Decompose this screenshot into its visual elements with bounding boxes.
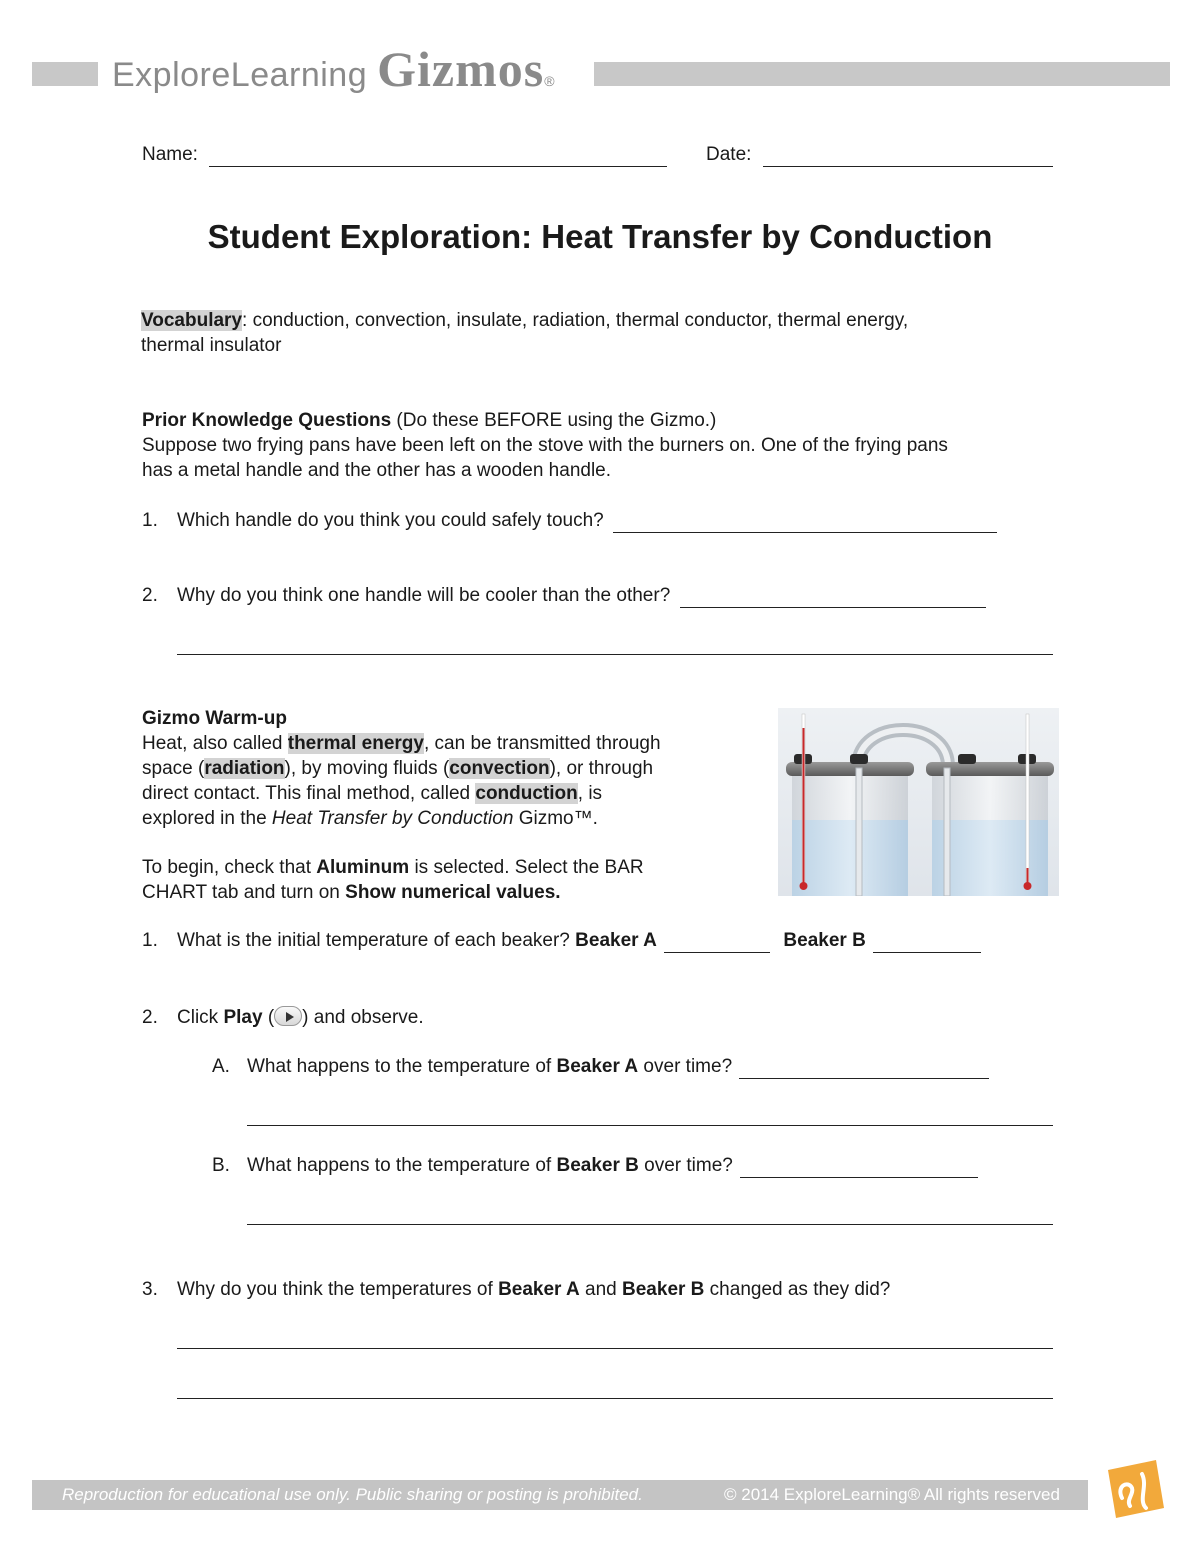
q2a-beaker-label: Beaker A bbox=[556, 1056, 639, 1077]
vocabulary-terms-1: : conduction, convection, insulate, radiation, thermal conductor, thermal energy, bbox=[242, 310, 909, 331]
gizmo-name: Heat Transfer by Conduction bbox=[271, 808, 514, 829]
brand-explorelearning: ExploreLearning bbox=[112, 56, 368, 94]
thermometer-a-bulb bbox=[800, 882, 808, 890]
beaker-b-stopper-1 bbox=[958, 754, 976, 764]
warmup-q2b bbox=[247, 1154, 978, 1178]
term-aluminum: Aluminum bbox=[316, 857, 410, 878]
prior-intro-1: Suppose two frying pans have been left on the stove with the burners on. One of the frying pans bbox=[142, 435, 948, 456]
warmup-text: CHART tab and turn on bbox=[142, 882, 346, 903]
name-blank[interactable] bbox=[209, 147, 667, 167]
warmup-q3 bbox=[177, 1278, 890, 1302]
warmup-text: space ( bbox=[142, 758, 205, 779]
prior-q1-text: Which handle do you think you could safely touch? bbox=[177, 510, 604, 531]
warmup-q3-text: and bbox=[579, 1279, 623, 1300]
prior-q2-text: Why do you think one handle will be cooler than the other? bbox=[177, 585, 671, 606]
beaker-b-rod bbox=[944, 768, 950, 896]
explorelearning-logo-icon bbox=[1098, 1456, 1168, 1522]
prior-q1 bbox=[177, 509, 997, 533]
q2b-beaker-label: Beaker B bbox=[556, 1155, 639, 1176]
warmup-q2b-text: over time? bbox=[638, 1155, 733, 1176]
prior-q1-number: 1. bbox=[142, 510, 158, 531]
prior-intro-2: has a metal handle and the other has a wooden handle. bbox=[142, 460, 612, 481]
warmup-q2-text: Click bbox=[177, 1007, 224, 1028]
q3-beaker-b-label: Beaker B bbox=[622, 1279, 705, 1300]
warmup-text: Heat, also called bbox=[142, 733, 288, 754]
warmup-text: To begin, check that bbox=[142, 857, 317, 878]
warmup-text: , can be transmitted through bbox=[423, 733, 661, 754]
warmup-q2 bbox=[177, 1006, 424, 1030]
beaker-b-label: Beaker B bbox=[783, 930, 866, 951]
date-row bbox=[706, 143, 1053, 167]
warmup-text: ), by moving fluids ( bbox=[284, 758, 450, 779]
warmup-q1-number: 1. bbox=[142, 930, 158, 951]
beaker-a-label: Beaker A bbox=[575, 930, 657, 951]
play-icon bbox=[274, 1006, 302, 1026]
term-radiation: radiation bbox=[204, 758, 285, 779]
q3-answer-line-1[interactable] bbox=[177, 1348, 1053, 1349]
beakers-illustration bbox=[778, 708, 1059, 896]
vocabulary-terms-2: thermal insulator bbox=[141, 335, 282, 356]
brand-logo bbox=[112, 40, 555, 100]
footer-copyright: © 2014 ExploreLearning® All rights reserved bbox=[724, 1485, 1060, 1504]
warmup-q3-text: Why do you think the temperatures of bbox=[177, 1279, 499, 1300]
vocabulary-label: Vocabulary bbox=[141, 310, 243, 331]
warmup-text: , is bbox=[577, 783, 603, 804]
date-blank[interactable] bbox=[763, 147, 1053, 167]
warmup-q2a-text: over time? bbox=[638, 1056, 733, 1077]
thermometer-a-mercury bbox=[803, 728, 805, 886]
prior-q2-answer[interactable] bbox=[680, 588, 986, 608]
thermometer-b-bulb bbox=[1024, 882, 1032, 890]
name-label: Name: bbox=[142, 144, 198, 165]
warmup-heading: Gizmo Warm-up bbox=[142, 708, 287, 729]
beaker-a-stopper-2 bbox=[850, 754, 868, 764]
beaker-a-temp-answer[interactable] bbox=[664, 933, 770, 953]
warmup-block bbox=[142, 706, 762, 905]
warmup-text: Gizmo™. bbox=[513, 808, 598, 829]
warmup-q1 bbox=[177, 929, 981, 953]
term-conduction: conduction bbox=[475, 783, 578, 804]
prior-knowledge-block bbox=[142, 408, 1072, 483]
q3-answer-line-2[interactable] bbox=[177, 1398, 1053, 1399]
warmup-q2a-text: What happens to the temperature of bbox=[247, 1056, 557, 1077]
beaker-a-rod bbox=[856, 768, 862, 896]
logo-tile bbox=[1108, 1460, 1164, 1518]
prior-heading: Prior Knowledge Questions bbox=[142, 410, 392, 431]
vocabulary-block bbox=[141, 308, 1071, 358]
warmup-q2-text: ( bbox=[262, 1007, 275, 1028]
play-label: Play bbox=[223, 1007, 263, 1028]
brand-registered-mark: ® bbox=[544, 73, 555, 89]
header-bar-right bbox=[594, 62, 1170, 86]
footer-reproduction-notice: Reproduction for educational use only. Public sharing or posting is prohibited. bbox=[62, 1485, 643, 1504]
term-convection: convection bbox=[449, 758, 550, 779]
warmup-text: explored in the bbox=[142, 808, 272, 829]
brand-gizmos: Gizmos bbox=[377, 41, 545, 97]
term-show-numerical-values: Show numerical values. bbox=[345, 882, 561, 903]
q2a-answer[interactable] bbox=[739, 1059, 989, 1079]
warmup-q2b-text: What happens to the temperature of bbox=[247, 1155, 557, 1176]
prior-q1-answer[interactable] bbox=[613, 513, 997, 533]
warmup-q2-number: 2. bbox=[142, 1007, 158, 1028]
warmup-q1-text: What is the initial temperature of each beaker? bbox=[177, 930, 576, 951]
prior-heading-note: (Do these BEFORE using the Gizmo.) bbox=[391, 410, 717, 431]
warmup-text: direct contact. This final method, called bbox=[142, 783, 476, 804]
warmup-text: is selected. Select the BAR bbox=[409, 857, 644, 878]
warmup-q3-number: 3. bbox=[142, 1279, 158, 1300]
prior-q2-answer-line-2[interactable] bbox=[177, 654, 1053, 655]
q3-beaker-a-label: Beaker A bbox=[498, 1279, 580, 1300]
beaker-a-water bbox=[792, 820, 908, 896]
warmup-q3-text: changed as they did? bbox=[704, 1279, 891, 1300]
page-title: Student Exploration: Heat Transfer by Conduction bbox=[207, 218, 993, 255]
warmup-q2b-letter: B. bbox=[212, 1155, 230, 1176]
prior-q2 bbox=[177, 584, 986, 608]
beaker-b-temp-answer[interactable] bbox=[873, 933, 981, 953]
warmup-text: ), or through bbox=[549, 758, 654, 779]
q2a-answer-line-2[interactable] bbox=[247, 1125, 1053, 1126]
date-label: Date: bbox=[706, 144, 752, 165]
warmup-q2-text: ) and observe. bbox=[302, 1007, 424, 1028]
q2b-answer-line-2[interactable] bbox=[247, 1224, 1053, 1225]
thermometer-b bbox=[1026, 714, 1029, 886]
q2b-answer[interactable] bbox=[740, 1158, 978, 1178]
warmup-q2a-letter: A. bbox=[212, 1056, 230, 1077]
header-bar-left bbox=[32, 62, 98, 86]
prior-q2-number: 2. bbox=[142, 585, 158, 606]
name-row bbox=[142, 143, 667, 167]
term-thermal-energy: thermal energy bbox=[287, 733, 424, 754]
warmup-q2a bbox=[247, 1055, 989, 1079]
